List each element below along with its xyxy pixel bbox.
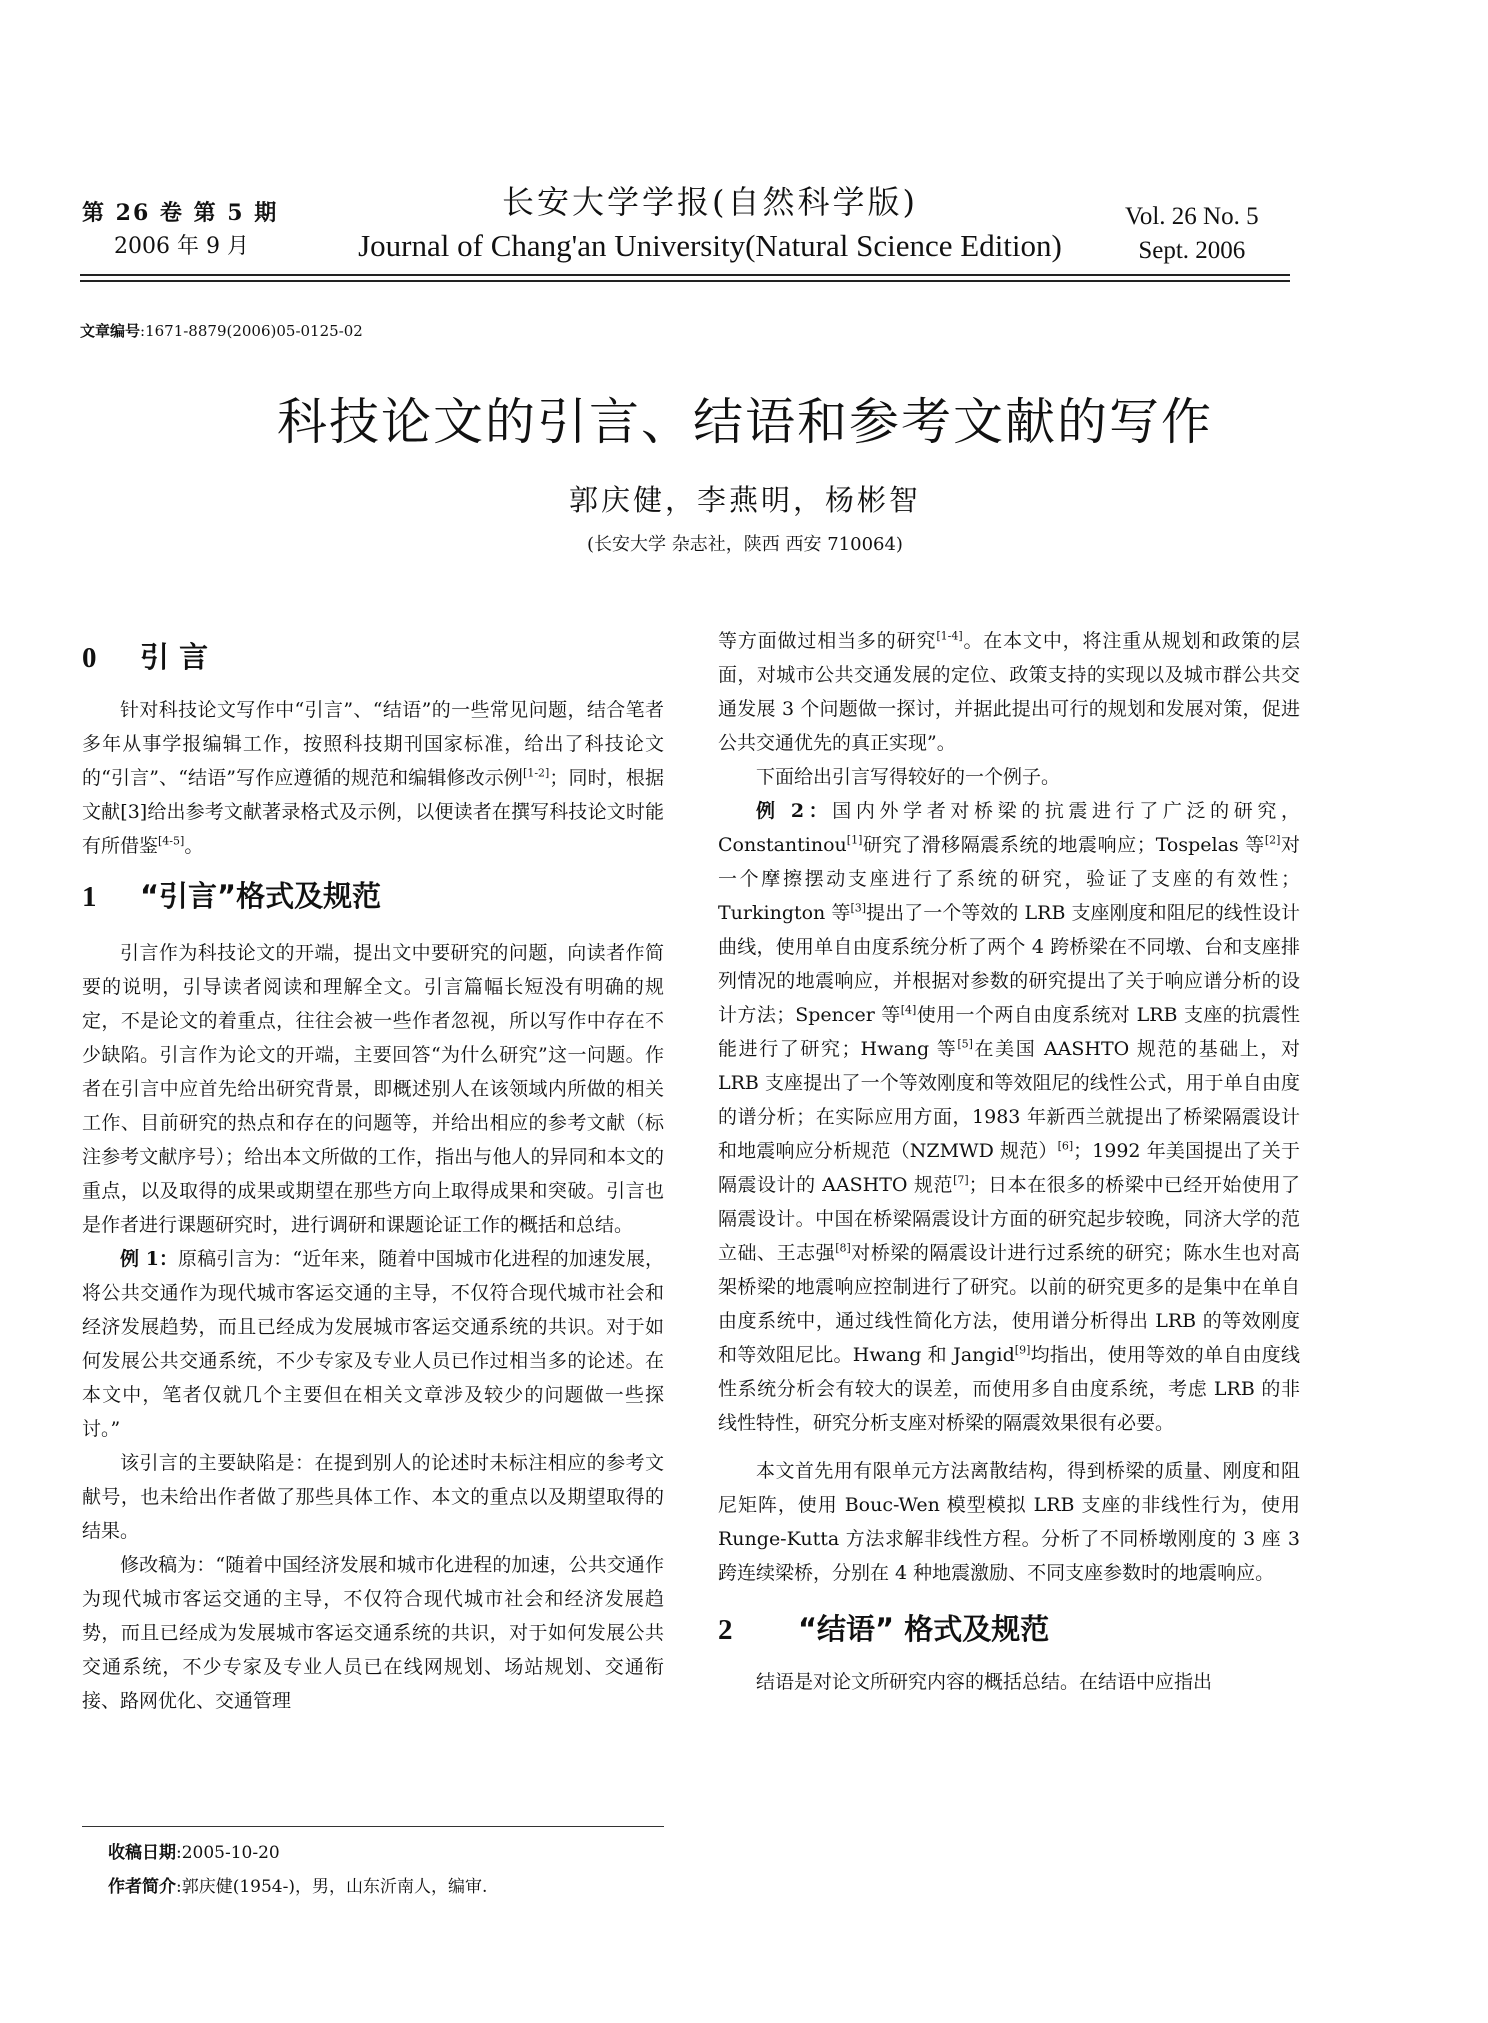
citation: [1-2] <box>523 766 550 780</box>
continuation-text-b: 。在本文中，将注重从规划和政策的层面，对城市公共交通发展的定位、政策支持的实现以及城市群公共交通发展 3 个问题做一探讨，并据此提出可行的规划和发展对策，促进公共交通优先的真正实现”。 <box>718 630 1300 754</box>
section-2-title: “结语” 格式及规范 <box>798 1612 1050 1646</box>
volume-issue: 第 26 卷 第 5 期 <box>82 200 279 226</box>
journal-name-en: Journal of Chang'an University(Natural Science Edition) <box>358 228 1062 263</box>
citation: [7] <box>953 1173 969 1187</box>
header-rule-double <box>80 280 1290 282</box>
section-1-number: 1 <box>82 881 97 913</box>
article-number <box>80 320 363 341</box>
example-2-text: 对桥梁的隔震设计进行过系统的研究；陈水生也对高架桥梁的地震响应控制进行了研究。以前的研究更多的是集中在单自由度系统中，通过线性简化方法，使用谱分析得出 LRB 的等效刚度和等效阻尼比。Hwang 和 Jangid <box>718 1242 1300 1366</box>
received-label: 收稿日期 <box>108 1843 176 1863</box>
date-en: Sept. 2006 <box>1138 237 1246 264</box>
section-0-title: 引 言 <box>140 640 209 674</box>
right-column <box>718 624 1300 1699</box>
example-2-text: 在美国 AASHTO 规范的基础上，对 LRB 支座提出了一个等效刚度和等效阻尼的线性公式，用于单自由度的谱分析；在实际应用方面，1983 年新西兰就提出了桥梁隔震设计和地震响应分析规范（NZMWD 规范） <box>718 1038 1300 1162</box>
author-bio-value: :郭庆健(1954-)，男，山东沂南人，编审. <box>176 1877 488 1897</box>
citation: [2] <box>1264 833 1281 847</box>
footnote-rule <box>82 1826 664 1827</box>
vol-no-en: Vol. 26 No. 5 <box>1125 203 1259 230</box>
section-1-heading <box>82 879 664 914</box>
example-1 <box>82 1242 664 1446</box>
citation: [9] <box>1014 1343 1031 1357</box>
example-2-text: 国内外学者对桥梁的抗震进行了广泛的研究，Constantinou <box>718 800 1300 856</box>
citation: [6] <box>1057 1139 1074 1153</box>
this-paper-paragraph: 本文首先用有限单元方法离散结构，得到桥梁的质量、刚度和阻尼矩阵，使用 Bouc-Wen 模型模拟 LRB 支座的非线性行为，使用 Runge-Kutta 方法求解非线性方程。分析了不同桥墩刚度的 3 座 3 跨连续梁桥，分别在 4 种地震激励、不同支座参数时的地震响应。 <box>718 1460 1300 1584</box>
journal-issue-en <box>1125 200 1259 268</box>
citation: [5] <box>957 1037 973 1051</box>
continuation-text-a: 等方面做过相当多的研究 <box>718 630 937 652</box>
revised-paragraph: 修改稿为：“随着中国经济发展和城市化进程的加速，公共交通作为现代城市客运交通的主导，不仅符合现代城市社会和经济发展趋势，而且已经成为发展城市客运交通系统的共识，对于如何发展公共交通系统，不少专家及专业人员已在线网规划、场站规划、交通衔接、路网优化、交通管理 <box>82 1554 664 1712</box>
example-2-text: 提出了一个等效的 LRB 支座刚度和阻尼的线性设计曲线，使用单自由度系统分析了两个 4 跨桥梁在不同墩、台和支座排列情况的地震响应，并根据对参数的研究提出了关于响应谱分析的设计方法；Spencer 等 <box>718 902 1300 1026</box>
example-1-label: 例 1： <box>120 1248 179 1270</box>
section-1-title: “引言”格式及规范 <box>140 879 382 913</box>
citation: [1] <box>846 833 863 847</box>
header-rule <box>80 274 1290 276</box>
example-2-text: ；1992 年美国提出了关于隔震设计的 AASHTO 规范 <box>718 1140 1300 1196</box>
example-2-text: 使用一个两自由度系统对 LRB 支座的抗震性能进行了研究；Hwang 等 <box>718 1004 1300 1060</box>
citation: [3] <box>850 901 867 915</box>
paper-title: 科技论文的引言、结语和参考文献的写作 <box>277 393 1213 451</box>
intro-text-b: ；同时，根据文献[3]给出参考文献著录格式及示例，以便读者在撰写科技论文时能有所借鉴 <box>82 767 664 857</box>
section-1-paragraph: 引言作为科技论文的开端，提出文中要研究的问题，向读者作简要的说明，引导读者阅读和理解全文。引言篇幅长短没有明确的规定，不是论文的着重点，往往会被一些作者忽视，所以写作中存在不少缺陷。引言作为论文的开端，主要回答“为什么研究”这一问题。作者在引言中应首先给出研究背景，即概述别人在该领域内所做的相关工作、目前研究的热点和存在的问题等，并给出相应的参考文献（标注参考文献序号）；给出本文所做的工作，指出与他人的异同和本文的重点，以及取得的成果或期望在那些方向上取得成果和突破。引言也是作者进行课题研究时，进行调研和课题论证工作的概括和总结。 <box>82 942 664 1236</box>
example-2-text: 对一个摩擦摆动支座进行了系统的研究，验证了支座的有效性；Turkington 等 <box>718 834 1300 924</box>
date-cn: 2006 年 9 月 <box>114 234 249 259</box>
intro-text-a: 针对科技论文写作中“引言”、“结语”的一些常见问题，结合笔者多年从事学报编辑工作，按照科技期刊国家标准，给出了科技论文的“引言”、“结语”写作应遵循的规范和编辑修改示例 <box>82 699 664 789</box>
journal-name <box>330 180 1090 268</box>
section-0-heading <box>82 640 664 675</box>
section-0-number: 0 <box>82 642 97 674</box>
citation: [8] <box>835 1241 851 1255</box>
article-number-value: :1671-8879(2006)05-0125-02 <box>140 322 363 340</box>
example-2 <box>718 794 1300 1440</box>
journal-issue-cn <box>82 196 278 264</box>
citation: [1-4] <box>936 629 963 643</box>
intro-paragraph <box>82 693 664 863</box>
received-date <box>108 1838 280 1863</box>
intro-text-c: 。 <box>184 835 204 857</box>
author-bio <box>108 1872 487 1897</box>
example-2-label: 例 2： <box>756 800 833 822</box>
author-bio-label: 作者简介 <box>108 1877 176 1897</box>
received-value: :2005-10-20 <box>176 1843 280 1863</box>
example-intro-paragraph: 下面给出引言写得较好的一个例子。 <box>756 766 1061 788</box>
example-2-text: 均指出，使用等效的单自由度线性系统分析会有较大的误差，而使用多自由度系统，考虑 LRB 的非线性特性，研究分析支座对桥梁的隔震效果很有必要。 <box>718 1344 1300 1434</box>
article-number-label: 文章编号 <box>80 322 141 340</box>
example-2-text: ；日本在很多的桥梁中已经开始使用了隔震设计。中国在桥梁隔震设计方面的研究起步较晚，同济大学的范立础、王志强 <box>718 1174 1300 1264</box>
defect-paragraph: 该引言的主要缺陷是：在提到别人的论述时未标注相应的参考文献号，也未给出作者做了那些具体工作、本文的重点以及期望取得的结果。 <box>82 1452 664 1542</box>
citation: [4] <box>900 1003 917 1017</box>
authors: 郭庆健，李燕明，杨彬智 <box>568 483 921 517</box>
revised-continuation <box>718 624 1300 760</box>
journal-name-cn: 长安大学学报(自然科学版) <box>502 183 918 221</box>
section-2-paragraph: 结语是对论文所研究内容的概括总结。在结语中应指出 <box>756 1671 1213 1693</box>
section-2-number: 2 <box>718 1614 733 1646</box>
example-1-text: 原稿引言为：“近年来，随着中国城市化进程的加速发展，将公共交通作为现代城市客运交通的主导，不仅符合现代城市社会和经济发展趋势，而且已经成为发展城市客运交通系统的共识。对于如何发展公共交通系统，不少专家及专业人员已作过相当多的论述。在本文中，笔者仅就几个主要但在相关文章涉及较少的问题做一些探讨。” <box>82 1248 665 1440</box>
citation: [4-5] <box>158 834 185 848</box>
affiliation: (长安大学 杂志社，陕西 西安 710064) <box>587 534 903 555</box>
example-2-text: 研究了滑移隔震系统的地震响应；Tospelas 等 <box>862 834 1265 856</box>
section-2-heading <box>718 1612 1300 1647</box>
left-column <box>82 640 664 1718</box>
